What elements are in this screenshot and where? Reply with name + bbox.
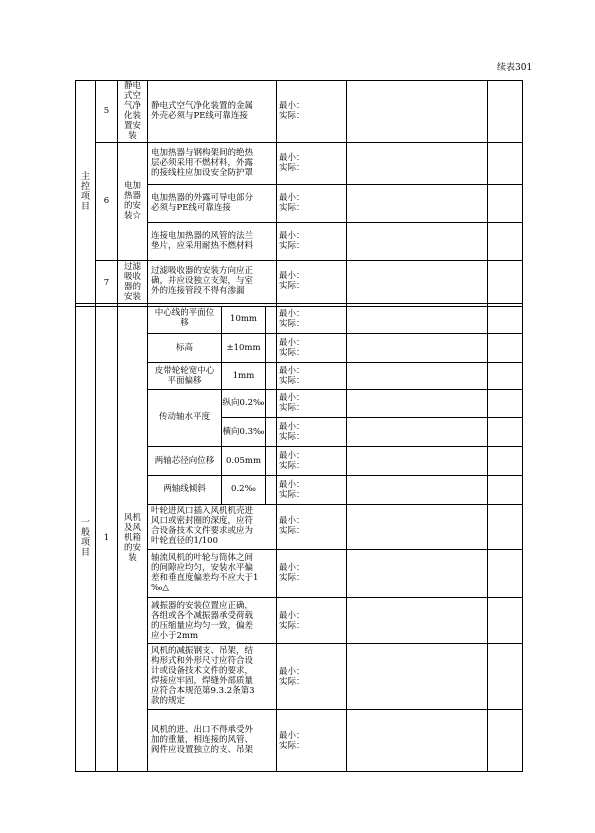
- row-title: 风机 及风 机箱 的安 装: [123, 513, 141, 563]
- measurement-label: 最小： 实际：: [279, 101, 305, 121]
- tolerance-item: 皮带轮轮宽中心 平面偏移: [154, 366, 215, 386]
- measurement-label: 最小： 实际：: [279, 667, 305, 687]
- tolerance-value: 纵向0.2‰: [222, 398, 265, 408]
- inspection-item: 电加热器与钢构架间的绝热 层必须采用不燃材料，外露 的接线柱应加设安全防护罩: [151, 148, 254, 178]
- measurement-label: 最小： 实际：: [279, 611, 305, 631]
- row-title: 过滤 吸收 器的 安装: [123, 262, 141, 302]
- continuation-label: 续表301: [497, 63, 533, 73]
- measurement-label: 最小： 实际：: [279, 271, 305, 291]
- row-title: 电加 热器 的安 装☆: [123, 181, 141, 221]
- measurement-label: 最小： 实际：: [279, 480, 305, 500]
- tolerance-item: 中心线的平面位 移: [154, 308, 215, 328]
- inspection-item: 叶轮进风口插入风机机壳进 风口或密封圈的深度，应符 合设备技术文件要求或应为 叶轮直径的1/100: [151, 506, 254, 546]
- measurement-label: 最小： 实际：: [279, 451, 305, 471]
- row-number: 6: [103, 196, 110, 206]
- tolerance-value: 横向0.3‰: [222, 427, 265, 437]
- tolerance-value: 0.05mm: [225, 456, 262, 466]
- measurement-label: 最小： 实际：: [279, 193, 305, 213]
- section-label-main-control: 主 控 项 目: [80, 172, 90, 212]
- measurement-label: 最小： 实际：: [279, 563, 305, 583]
- measurement-label: 最小： 实际：: [279, 153, 305, 173]
- measurement-label: 最小： 实际：: [279, 366, 305, 386]
- inspection-item: 静电式空气净化装置的金属 外壳必须与PE线可靠连接: [151, 101, 254, 121]
- measurement-label: 最小： 实际：: [279, 309, 305, 329]
- inspection-item: 风机的进、出口不得承受外 加的重量，相连接的风管、 阀件应设置独立的支、吊架: [151, 725, 254, 755]
- row-number: 5: [103, 106, 110, 116]
- tolerance-value: 0.2‰: [231, 484, 256, 494]
- measurement-label: 最小： 实际：: [279, 731, 305, 751]
- inspection-item: 减振器的安装位置应正确， 各组或各个减振器承受荷载 的压缩量应均匀一致，偏差 应小于2mm: [151, 601, 254, 641]
- section-label-general: 一 般 项 目: [80, 518, 90, 558]
- inspection-item: 过滤吸收器的安装方向应正 确，并应设独立支架，与室 外的连接管段不得有渗漏: [151, 266, 254, 296]
- row-number: 7: [103, 278, 110, 288]
- tolerance-value: 10mm: [230, 314, 257, 324]
- tolerance-value: 1mm: [232, 371, 255, 381]
- inspection-item: 风机的减振钢支、吊架，结 构形式和外形尺寸应符合设 计或设备技术文件的要求， 焊接应牢固，焊缝外部质量 应符合本规范第9.3.2条第3 款的规定: [151, 646, 255, 706]
- tolerance-item: 标高: [175, 343, 193, 353]
- measurement-label: 最小： 实际：: [279, 231, 305, 251]
- inspection-item: 连接电加热器的风管的法兰 垫片，应采用耐热不燃材料: [151, 231, 254, 251]
- inspection-item: 电加热器的外露可导电部分 必须与PE线可靠连接: [151, 193, 254, 213]
- tolerance-item: 两轴线倾斜: [163, 484, 206, 494]
- inspection-item: 轴流风机的叶轮与筒体之间 的间隙应均匀，安装水平偏 差和垂直度偏差均不应大于1 ‰△: [151, 553, 259, 593]
- measurement-label: 最小： 实际：: [279, 422, 305, 442]
- measurement-label: 最小： 实际：: [279, 338, 305, 358]
- row-title: 静电 式空 气净 化装 置安 装: [123, 81, 141, 141]
- tolerance-item: 两轴芯径向位移: [154, 456, 215, 466]
- tolerance-value: ±10mm: [226, 343, 261, 353]
- row-number: 1: [103, 533, 110, 543]
- tolerance-item: 传动轴水平度: [158, 412, 210, 422]
- measurement-label: 最小： 实际：: [279, 516, 305, 536]
- measurement-label: 最小： 实际：: [279, 393, 305, 413]
